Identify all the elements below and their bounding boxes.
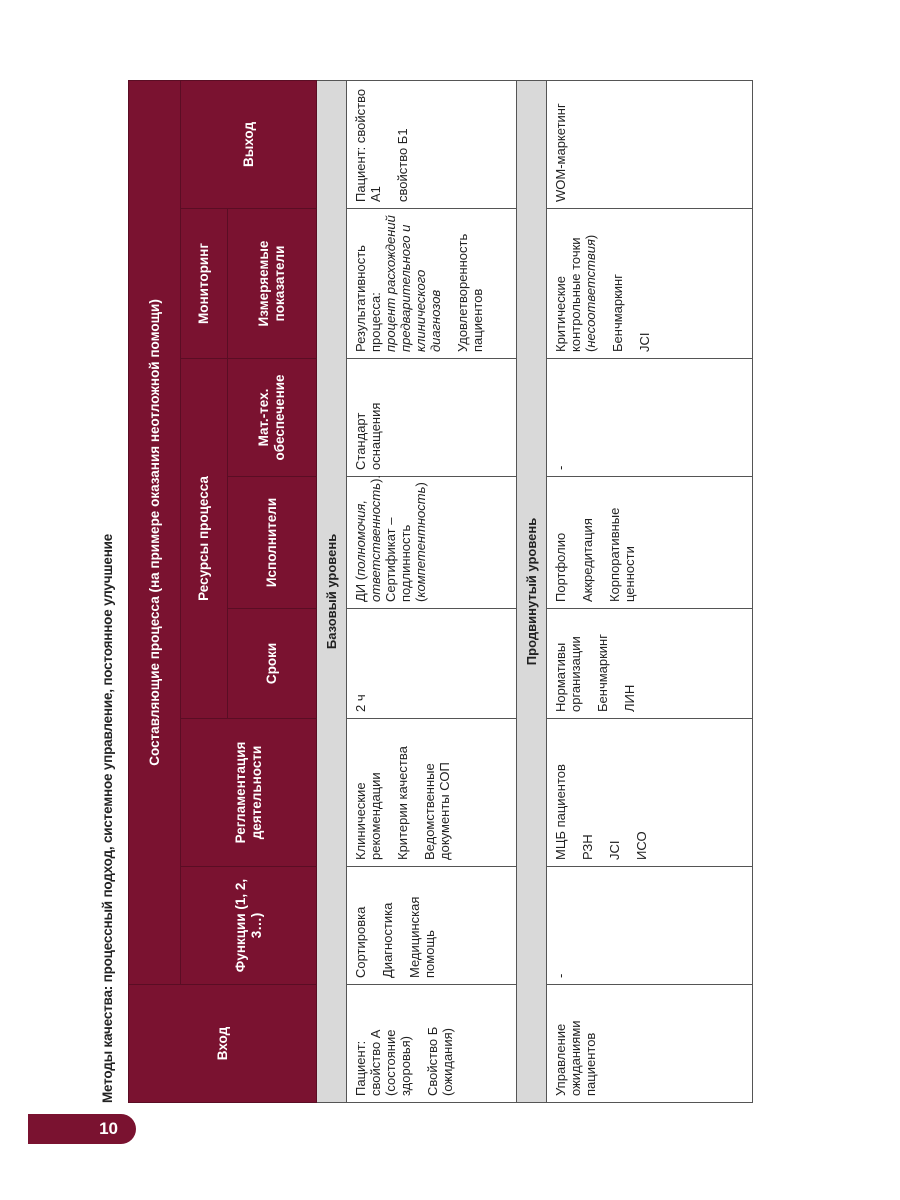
advanced-executors: Портфолио Аккредитация Корпоративные ценности — [547, 477, 753, 609]
base-terms: 2 ч — [347, 609, 517, 719]
header-input: Вход — [129, 985, 317, 1103]
header-components: Составляющие процесса (на примере оказания неотложной помощи) — [129, 80, 181, 984]
running-title: Методы качества: процессный подход, системное управление, постоянное улучшение — [100, 533, 115, 1103]
header-output: Выход — [181, 80, 317, 208]
header-indicators: Измеряемые показатели — [228, 209, 317, 359]
header-executors: Исполнители — [228, 477, 317, 609]
table-row-advanced — [547, 80, 753, 1102]
advanced-material: - — [547, 359, 753, 477]
header-regulation: Регламентация деятельности — [181, 719, 317, 867]
header-material: Мат.-тех. обеспечение — [228, 359, 317, 477]
base-input: Пациент: свойство А (состояние здоровья) Свойство Б (ожидания) — [347, 985, 517, 1103]
process-table — [128, 80, 753, 1103]
advanced-functions: - — [547, 867, 753, 985]
header-functions: Функции (1, 2, 3…) — [181, 867, 317, 985]
band-advanced-level: Продвинутый уровень — [517, 80, 547, 1102]
base-indicators: Результативность процесса: процент расхождений предварительного и клинического диагнозов Удовлетворенность пациентов — [347, 209, 517, 359]
header-terms: Сроки — [228, 609, 317, 719]
base-regulation: Клинические рекомендации Критерии качества Ведомственные документы СОП — [347, 719, 517, 867]
advanced-regulation: МЦБ пациентов РЗН JCI ИСО — [547, 719, 753, 867]
advanced-terms: Нормативы организации Бенчмаркинг ЛИН — [547, 609, 753, 719]
header-monitoring: Мониторинг — [181, 209, 228, 359]
base-executors: ДИ (полномочия, ответственность). Сертификат – подлинность (компетентность) — [347, 477, 517, 609]
advanced-indicators: Критические контрольные точки (несоответствия) Бенчмаркинг JCI — [547, 209, 753, 359]
base-material: Стандарт оснащения — [347, 359, 517, 477]
base-functions: Сортировка Диагностика Медицинская помощь — [347, 867, 517, 985]
band-base-level: Базовый уровень — [317, 80, 347, 1102]
base-output: Пациент: свойство А1 свойство Б1 — [347, 80, 517, 208]
page-number: 10 — [28, 1114, 136, 1144]
table-row-base — [347, 80, 517, 1102]
header-resources: Ресурсы процесса — [181, 359, 228, 719]
advanced-output: WOM-маркетинг — [547, 80, 753, 208]
advanced-input: Управление ожиданиями пациентов — [547, 985, 753, 1103]
